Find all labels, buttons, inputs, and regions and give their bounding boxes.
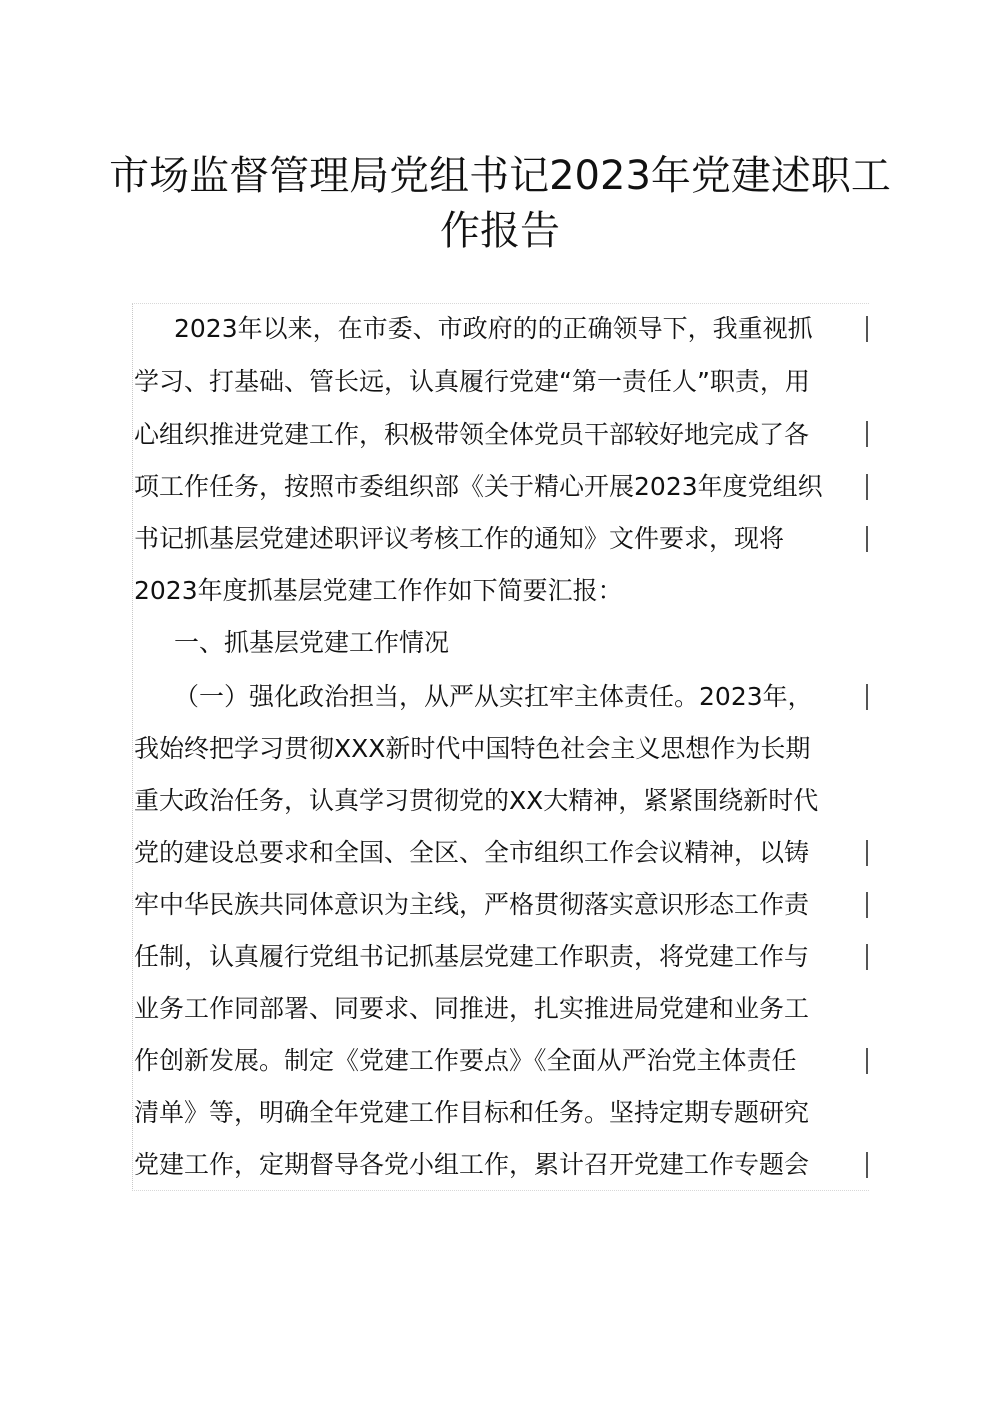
document-title-line-2: 作报告 [440,208,560,254]
paragraph-line: 重大政治任务，认真学习贯彻党的XX大精神，紧紧围绕新时代 [134,786,819,815]
paragraph-line: 项工作任务，按照市委组织部《关于精心开展2023年度党组织 [134,472,823,501]
paragraph-line: 任制，认真履行党组书记抓基层党建工作职责，将党建工作与 [134,942,810,971]
line-end-mark [866,840,868,866]
line-end-mark [866,892,868,918]
paragraph-line: 心组织推进党建工作，积极带领全体党员干部较好地完成了各 [134,420,810,449]
paragraph-line: 党建工作，定期督导各党小组工作，累计召开党建工作专题会 [134,1150,810,1179]
line-end-mark [866,421,868,447]
section-heading: 一、抓基层党建工作情况 [174,628,450,657]
line-end-mark [866,684,868,710]
paragraph-line: 作创新发展。制定《党建工作要点》《全面从严治党主体责任 [134,1046,797,1075]
subsection-heading-line: （一）强化政治担当，从严从实扛牢主体责任。2023年， [174,682,813,711]
paragraph-line: 学习、打基础、管长远，认真履行党建“第一责任人”职责，用 [134,367,810,396]
paragraph-line: 2023年度抓基层党建工作作如下简要汇报： [134,576,623,605]
line-end-mark [866,526,868,552]
paragraph-line: 党的建设总要求和全国、全区、全市组织工作会议精神，以铸 [134,838,810,867]
paragraph-line: 清单》等，明确全年党建工作目标和任务。坚持定期专题研究 [134,1098,810,1127]
paragraph-line: 我始终把学习贯彻XXX新时代中国特色社会主义思想作为长期 [134,734,811,763]
paragraph-line: 2023年以来，在市委、市政府的的正确领导下，我重视抓 [174,314,813,343]
line-end-mark [866,1048,868,1074]
line-end-mark [866,316,868,342]
paragraph-line: 业务工作同部署、同要求、同推进，扎实推进局党建和业务工 [134,994,810,1023]
paragraph-line: 牢中华民族共同体意识为主线，严格贯彻落实意识形态工作责 [134,890,810,919]
line-end-mark [866,474,868,500]
line-end-mark [866,1152,868,1178]
line-end-mark [866,944,868,970]
document-title-line-1: 市场监督管理局党组书记2023年党建述职工 [109,153,891,199]
paragraph-line: 书记抓基层党建述职评议考核工作的通知》文件要求，现将 [134,524,785,553]
